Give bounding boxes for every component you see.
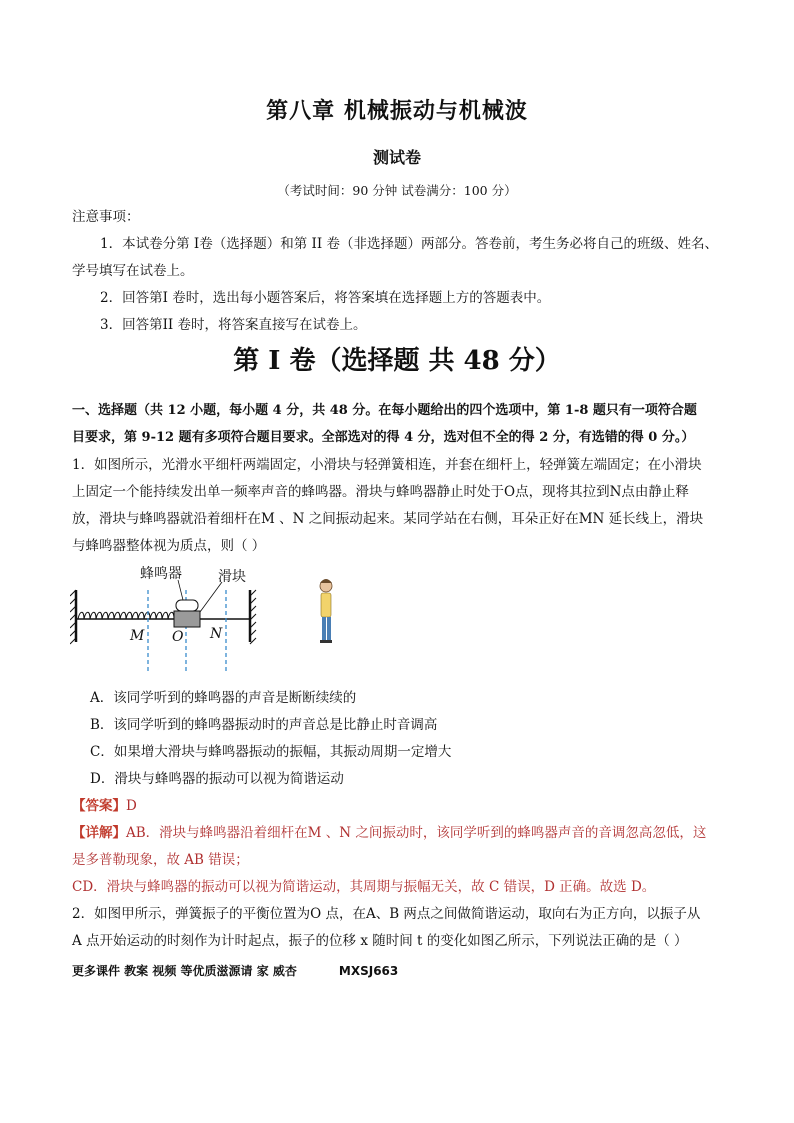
detail-text-1: AB．滑块与蜂鸣器沿着细杆在M 、N 之间振动时，该同学听到的蜂鸣器声音的音调忽高忽低，这 xyxy=(126,825,707,841)
notes-item-3: 3．回答第II 卷时，将答案直接写在试卷上。 xyxy=(100,317,367,333)
spring xyxy=(78,612,180,619)
notes-heading: 注意事项： xyxy=(72,209,140,225)
buzzer-pointer xyxy=(178,580,183,600)
q1-option-c: C．如果增大滑块与蜂鸣器振动的振幅，其振动周期一定增大 xyxy=(90,744,452,760)
footer-code: MXSJ663 xyxy=(338,964,399,978)
footer-text: 更多课件 教案 视频 等优质滋源请 家 威杏 xyxy=(72,964,297,978)
label-m: M xyxy=(130,628,145,644)
q1-stem-line3: 放，滑块与蜂鸣器就沿着细杆在M 、N 之间振动起来。某同学站在右侧，耳朵正好在MN 延长线上，滑块 xyxy=(72,511,704,527)
page-title: 第八章 机械振动与机械波 xyxy=(266,98,528,124)
buzzer xyxy=(176,600,198,611)
section-instructions-line2: 目要求，第 9-12 题有多项符合题目要求。全部选对的得 4 分，选对但不全的得 2 分，有选错的得 0 分。） xyxy=(72,430,695,445)
q1-answer xyxy=(72,796,137,816)
q1-figure xyxy=(70,560,340,680)
q2-stem-line2: A 点开始运动的时刻作为计时起点，振子的位移 x 随时间 t 的变化如图乙所示，下列说法正确的是（ ） xyxy=(72,933,688,949)
answer-tag: 【答案】 xyxy=(72,798,126,814)
q1-stem-line2: 上固定一个能持续发出单一频率声音的蜂鸣器。滑块与蜂鸣器静止时处于O点，现将其拉到N点由静止释 xyxy=(72,484,689,500)
detail-tag: 【详解】 xyxy=(72,825,126,841)
q1-stem-line4: 与蜂鸣器整体视为质点，则（ ） xyxy=(72,538,266,554)
student-figure xyxy=(320,579,332,643)
answer-value: D xyxy=(126,798,137,814)
notes-item-1-line1: 1．本试卷分第 I卷（选择题）和第 II 卷（非选择题）两部分。答卷前，考生务必将自己的班级、姓名、 xyxy=(100,236,718,252)
label-o: O xyxy=(172,629,184,645)
section-instructions-line1: 一、选择题（共 12 小题，每小题 4 分，共 48 分。在每小题给出的四个选项中，第 1-8 题只有一项符合题 xyxy=(72,403,697,418)
label-buzzer: 蜂鸣器 xyxy=(140,566,182,582)
notes-item-2: 2．回答第I 卷时，选出每小题答案后，将答案填在选择题上方的答题表中。 xyxy=(100,290,551,306)
label-n: N xyxy=(210,626,223,642)
exam-info: （考试时间：90 分钟 试卷满分：100 分） xyxy=(277,183,517,198)
q1-option-d: D．滑块与蜂鸣器的振动可以视为简谐运动 xyxy=(90,771,344,787)
section-title: 第 I 卷（选择题 共 48 分） xyxy=(233,346,561,376)
q1-option-b: B．该同学听到的蜂鸣器振动时的声音总是比静止时音调高 xyxy=(90,717,438,733)
q1-stem-line1: 1．如图所示，光滑水平细杆两端固定，小滑块与轻弹簧相连，并套在细杆上，轻弹簧左端固定；在小滑块 xyxy=(72,457,702,473)
page-footer xyxy=(72,962,398,979)
q1-detail-line1 xyxy=(72,823,706,843)
page-subtitle: 测试卷 xyxy=(372,148,421,167)
slider-block xyxy=(174,611,200,627)
q1-detail-line3: CD．滑块与蜂鸣器的振动可以视为简谐运动，其周期与振幅无关，故 C 错误，D 正确。故选 D。 xyxy=(72,879,656,895)
slider-pointer xyxy=(200,582,222,612)
q1-detail-line2: 是多普勒现象，故 AB 错误； xyxy=(72,852,249,868)
notes-item-1-line2: 学号填写在试卷上。 xyxy=(72,263,194,279)
label-slider: 滑块 xyxy=(218,569,246,585)
q1-option-a: A．该同学听到的蜂鸣器的声音是断断续续的 xyxy=(90,690,357,706)
q2-stem-line1: 2．如图甲所示，弹簧振子的平衡位置为O 点，在A、B 两点之间做简谐运动，取向右为正方向，以振子从 xyxy=(72,906,701,922)
